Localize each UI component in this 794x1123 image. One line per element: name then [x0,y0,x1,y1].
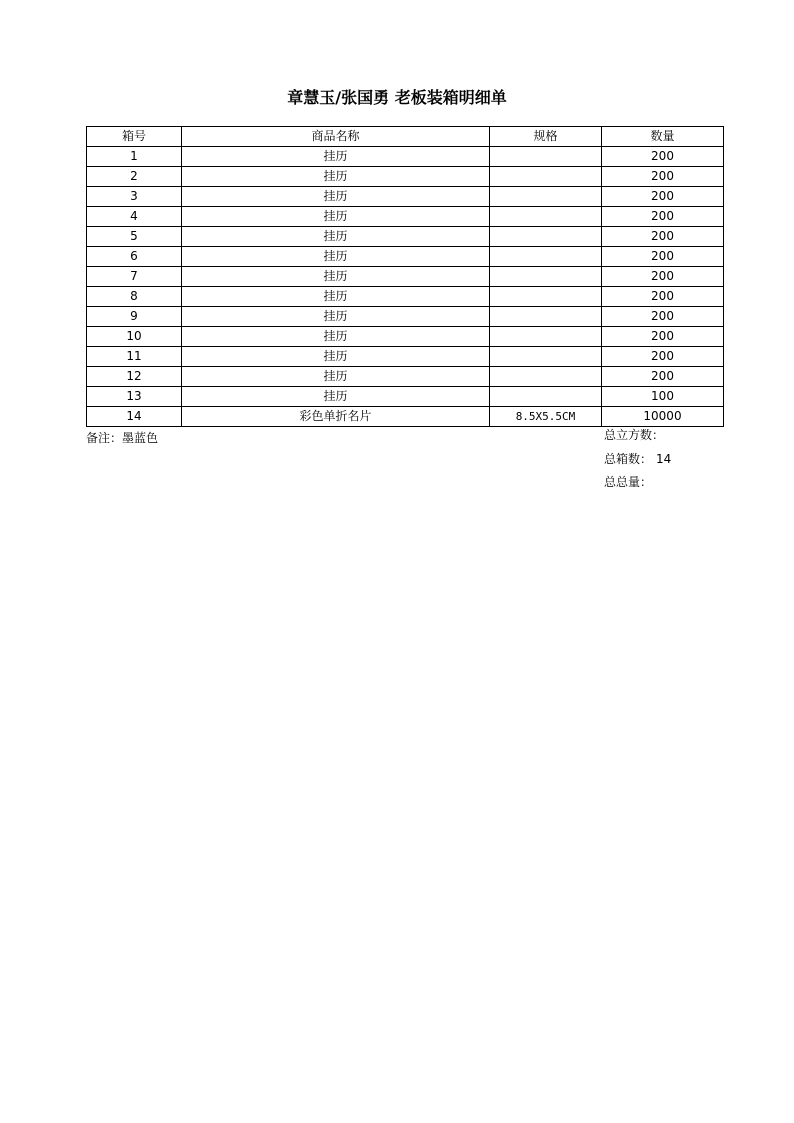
cell-box-no: 14 [87,407,182,427]
cell-quantity: 200 [602,287,724,307]
cell-spec [490,347,602,367]
cell-product-name: 挂历 [182,227,490,247]
cell-quantity: 200 [602,247,724,267]
remark-note: 备注：墨蓝色 [86,431,159,445]
cell-product-name: 挂历 [182,307,490,327]
cell-spec [490,147,602,167]
table-row [87,347,724,367]
summary-block [604,426,671,497]
cell-spec [490,227,602,247]
packing-list-table [86,126,724,427]
cell-product-name: 挂历 [182,367,490,387]
cell-quantity: 200 [602,307,724,327]
table-row [87,267,724,287]
header-box-no: 箱号 [87,127,182,147]
cell-quantity: 200 [602,327,724,347]
total-boxes-label: 总箱数： [604,451,653,466]
cell-spec [490,287,602,307]
cell-quantity: 10000 [602,407,724,427]
total-boxes-value: 14 [656,451,672,466]
summary-total-volume [604,426,671,450]
cell-box-no: 10 [87,327,182,347]
cell-spec [490,167,602,187]
table-row [87,327,724,347]
header-quantity: 数量 [602,127,724,147]
cell-box-no: 11 [87,347,182,367]
cell-quantity: 200 [602,207,724,227]
cell-box-no: 2 [87,167,182,187]
cell-spec [490,327,602,347]
cell-product-name: 彩色单折名片 [182,407,490,427]
cell-spec: 8.5X5.5CM [490,407,602,427]
cell-box-no: 4 [87,207,182,227]
cell-product-name: 挂历 [182,147,490,167]
cell-spec [490,367,602,387]
cell-box-no: 1 [87,147,182,167]
cell-quantity: 200 [602,267,724,287]
cell-product-name: 挂历 [182,267,490,287]
cell-quantity: 100 [602,387,724,407]
table-row [87,247,724,267]
summary-total-quantity [604,473,671,497]
cell-quantity: 200 [602,347,724,367]
cell-quantity: 200 [602,367,724,387]
cell-box-no: 7 [87,267,182,287]
cell-spec [490,307,602,327]
document-title: 章慧玉/张国勇 老板装箱明细单 [287,88,507,107]
table-row [87,367,724,387]
total-quantity-label: 总总量： [604,475,653,489]
table-row [87,387,724,407]
table-row [87,307,724,327]
cell-product-name: 挂历 [182,387,490,407]
cell-product-name: 挂历 [182,207,490,227]
cell-box-no: 13 [87,387,182,407]
table-row [87,207,724,227]
cell-product-name: 挂历 [182,287,490,307]
cell-product-name: 挂历 [182,247,490,267]
cell-box-no: 5 [87,227,182,247]
cell-quantity: 200 [602,167,724,187]
cell-product-name: 挂历 [182,167,490,187]
header-spec: 规格 [490,127,602,147]
cell-box-no: 3 [87,187,182,207]
table-row [87,287,724,307]
cell-spec [490,267,602,287]
cell-product-name: 挂历 [182,187,490,207]
summary-total-boxes [604,450,671,474]
cell-quantity: 200 [602,187,724,207]
cell-box-no: 12 [87,367,182,387]
cell-box-no: 9 [87,307,182,327]
cell-quantity: 200 [602,147,724,167]
table-header-row [87,127,724,147]
cell-product-name: 挂历 [182,327,490,347]
cell-spec [490,187,602,207]
cell-quantity: 200 [602,227,724,247]
table-row [87,407,724,427]
table-row [87,187,724,207]
header-product-name: 商品名称 [182,127,490,147]
table-row [87,167,724,187]
cell-product-name: 挂历 [182,347,490,367]
table-row [87,147,724,167]
cell-box-no: 6 [87,247,182,267]
total-volume-label: 总立方数： [604,428,665,442]
cell-spec [490,207,602,227]
table-row [87,227,724,247]
cell-box-no: 8 [87,287,182,307]
cell-spec [490,247,602,267]
cell-spec [490,387,602,407]
